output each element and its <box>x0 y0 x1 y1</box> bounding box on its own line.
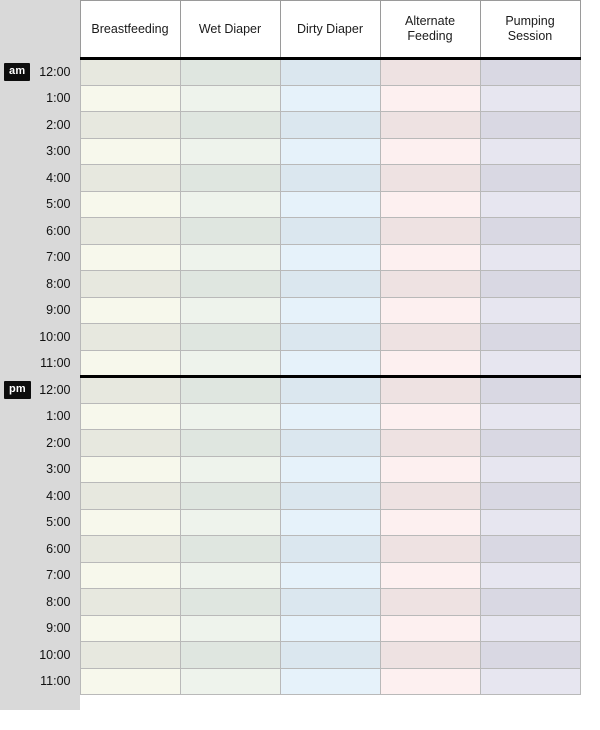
time-label: 5:00 <box>46 197 71 212</box>
entry-cell[interactable] <box>280 430 380 457</box>
entry-cell[interactable] <box>180 403 280 430</box>
column-header-alternate-feeding: Alternate Feeding <box>380 1 480 59</box>
entry-cell[interactable] <box>280 456 380 483</box>
entry-cell[interactable] <box>380 350 480 377</box>
entry-cell[interactable] <box>480 668 580 695</box>
entry-cell[interactable] <box>180 642 280 669</box>
time-label-cell <box>0 271 80 298</box>
entry-cell[interactable] <box>380 138 480 165</box>
time-label: 2:00 <box>46 117 71 132</box>
entry-cell[interactable] <box>380 589 480 616</box>
entry-cell[interactable] <box>380 509 480 536</box>
table-row <box>0 324 580 351</box>
time-label: 12:00 <box>39 64 71 79</box>
table-row <box>0 615 580 642</box>
entry-cell[interactable] <box>180 191 280 218</box>
time-label: 10:00 <box>39 647 71 662</box>
time-label-cell <box>0 112 80 139</box>
table-row <box>0 403 580 430</box>
time-column-header <box>0 1 80 59</box>
column-header-wet-diaper: Wet Diaper <box>180 1 280 59</box>
entry-cell[interactable] <box>80 85 180 112</box>
entry-cell[interactable] <box>480 456 580 483</box>
entry-cell[interactable] <box>180 589 280 616</box>
table-row <box>0 589 580 616</box>
table-row <box>0 191 580 218</box>
time-label: 9:00 <box>46 621 71 636</box>
entry-cell[interactable] <box>380 456 480 483</box>
entry-cell[interactable] <box>280 138 380 165</box>
entry-cell[interactable] <box>480 297 580 324</box>
time-label: 4:00 <box>46 170 71 185</box>
entry-cell[interactable] <box>80 403 180 430</box>
time-label: 8:00 <box>46 276 71 291</box>
entry-cell[interactable] <box>80 377 180 404</box>
time-label-cell <box>0 615 80 642</box>
entry-cell[interactable] <box>480 85 580 112</box>
time-label-cell <box>0 536 80 563</box>
entry-cell[interactable] <box>180 85 280 112</box>
entry-cell[interactable] <box>180 218 280 245</box>
entry-cell[interactable] <box>280 297 380 324</box>
entry-cell[interactable] <box>180 165 280 192</box>
entry-cell[interactable] <box>180 59 280 86</box>
entry-cell[interactable] <box>80 430 180 457</box>
entry-cell[interactable] <box>480 271 580 298</box>
entry-cell[interactable] <box>480 642 580 669</box>
entry-cell[interactable] <box>380 562 480 589</box>
entry-cell[interactable] <box>80 165 180 192</box>
entry-cell[interactable] <box>180 324 280 351</box>
time-label: 3:00 <box>46 144 71 159</box>
table-row <box>0 244 580 271</box>
entry-cell[interactable] <box>280 271 380 298</box>
time-label: 1:00 <box>46 409 71 424</box>
entry-cell[interactable] <box>180 668 280 695</box>
entry-cell[interactable] <box>280 324 380 351</box>
entry-cell[interactable] <box>480 430 580 457</box>
entry-cell[interactable] <box>380 297 480 324</box>
entry-cell[interactable] <box>180 138 280 165</box>
entry-cell[interactable] <box>180 483 280 510</box>
entry-cell[interactable] <box>380 536 480 563</box>
entry-cell[interactable] <box>180 377 280 404</box>
time-label: 10:00 <box>39 329 71 344</box>
entry-cell[interactable] <box>280 642 380 669</box>
time-label-cell <box>0 668 80 695</box>
entry-cell[interactable] <box>180 615 280 642</box>
entry-cell[interactable] <box>180 509 280 536</box>
table-row <box>0 85 580 112</box>
entry-cell[interactable] <box>480 509 580 536</box>
time-label-cell <box>0 483 80 510</box>
entry-cell[interactable] <box>280 218 380 245</box>
entry-cell[interactable] <box>280 350 380 377</box>
entry-cell[interactable] <box>380 59 480 86</box>
entry-cell[interactable] <box>180 430 280 457</box>
entry-cell[interactable] <box>380 483 480 510</box>
column-header-breastfeeding: Breastfeeding <box>80 1 180 59</box>
entry-cell[interactable] <box>280 112 380 139</box>
time-label-cell <box>0 509 80 536</box>
entry-cell[interactable] <box>280 403 380 430</box>
entry-cell[interactable] <box>380 642 480 669</box>
time-label-cell <box>0 297 80 324</box>
entry-cell[interactable] <box>280 165 380 192</box>
entry-cell[interactable] <box>80 191 180 218</box>
entry-cell[interactable] <box>80 483 180 510</box>
entry-cell[interactable] <box>480 536 580 563</box>
entry-cell[interactable] <box>180 456 280 483</box>
entry-cell[interactable] <box>180 244 280 271</box>
time-label-cell <box>0 642 80 669</box>
table-row <box>0 483 580 510</box>
time-label-cell <box>0 589 80 616</box>
table-row <box>0 536 580 563</box>
time-label: 12:00 <box>39 382 71 397</box>
entry-cell[interactable] <box>280 536 380 563</box>
table-row <box>0 297 580 324</box>
entry-cell[interactable] <box>280 85 380 112</box>
entry-cell[interactable] <box>380 377 480 404</box>
entry-cell[interactable] <box>280 377 380 404</box>
entry-cell[interactable] <box>280 668 380 695</box>
entry-cell[interactable] <box>80 562 180 589</box>
table-row <box>0 562 580 589</box>
entry-cell[interactable] <box>480 403 580 430</box>
entry-cell[interactable] <box>480 324 580 351</box>
entry-cell[interactable] <box>480 350 580 377</box>
entry-cell[interactable] <box>480 244 580 271</box>
entry-cell[interactable] <box>380 430 480 457</box>
entry-cell[interactable] <box>380 615 480 642</box>
entry-cell[interactable] <box>80 218 180 245</box>
time-label-cell <box>0 218 80 245</box>
table-row <box>0 430 580 457</box>
entry-cell[interactable] <box>180 271 280 298</box>
time-label-cell <box>0 456 80 483</box>
table-row <box>0 59 580 86</box>
time-label-cell <box>0 191 80 218</box>
entry-cell[interactable] <box>80 642 180 669</box>
time-label: 5:00 <box>46 515 71 530</box>
entry-cell[interactable] <box>380 403 480 430</box>
time-label: 8:00 <box>46 594 71 609</box>
entry-cell[interactable] <box>380 324 480 351</box>
entry-cell[interactable] <box>480 138 580 165</box>
entry-cell[interactable] <box>80 509 180 536</box>
entry-cell[interactable] <box>380 218 480 245</box>
time-label-cell <box>0 377 80 404</box>
time-label-cell <box>0 165 80 192</box>
entry-cell[interactable] <box>480 165 580 192</box>
entry-cell[interactable] <box>280 244 380 271</box>
table-row <box>0 112 580 139</box>
entry-cell[interactable] <box>80 589 180 616</box>
entry-cell[interactable] <box>480 377 580 404</box>
entry-cell[interactable] <box>480 562 580 589</box>
entry-cell[interactable] <box>280 59 380 86</box>
entry-cell[interactable] <box>80 112 180 139</box>
entry-cell[interactable] <box>380 191 480 218</box>
entry-cell[interactable] <box>280 562 380 589</box>
time-label: 3:00 <box>46 462 71 477</box>
entry-cell[interactable] <box>80 456 180 483</box>
time-label-cell <box>0 430 80 457</box>
time-label: 11:00 <box>40 674 71 689</box>
time-label: 1:00 <box>46 91 71 106</box>
entry-cell[interactable] <box>480 589 580 616</box>
time-label: 2:00 <box>46 435 71 450</box>
entry-cell[interactable] <box>180 297 280 324</box>
entry-cell[interactable] <box>380 85 480 112</box>
time-label: 9:00 <box>46 303 71 318</box>
entry-cell[interactable] <box>80 536 180 563</box>
column-header-dirty-diaper: Dirty Diaper <box>280 1 380 59</box>
table-row <box>0 509 580 536</box>
entry-cell[interactable] <box>380 271 480 298</box>
ampm-badge: pm <box>4 381 31 399</box>
entry-cell[interactable] <box>280 483 380 510</box>
time-label-cell <box>0 59 80 86</box>
entry-cell[interactable] <box>380 112 480 139</box>
entry-cell[interactable] <box>180 350 280 377</box>
entry-cell[interactable] <box>480 191 580 218</box>
table-row <box>0 271 580 298</box>
column-header-pumping-session: Pumping Session <box>480 1 580 59</box>
entry-cell[interactable] <box>480 112 580 139</box>
ampm-badge: am <box>4 63 30 81</box>
entry-cell[interactable] <box>80 668 180 695</box>
entry-cell[interactable] <box>80 59 180 86</box>
time-label-cell <box>0 85 80 112</box>
table-row <box>0 138 580 165</box>
time-label-cell <box>0 138 80 165</box>
table-row <box>0 165 580 192</box>
entry-cell[interactable] <box>280 615 380 642</box>
time-label-cell <box>0 324 80 351</box>
header-row <box>0 1 580 59</box>
table-header <box>0 1 580 59</box>
entry-cell[interactable] <box>380 668 480 695</box>
entry-cell[interactable] <box>180 112 280 139</box>
entry-cell[interactable] <box>280 191 380 218</box>
table-body <box>0 59 580 695</box>
table-row <box>0 642 580 669</box>
entry-cell[interactable] <box>80 615 180 642</box>
entry-cell[interactable] <box>280 509 380 536</box>
entry-cell[interactable] <box>80 244 180 271</box>
entry-cell[interactable] <box>480 615 580 642</box>
entry-cell[interactable] <box>480 483 580 510</box>
time-label: 7:00 <box>46 250 71 265</box>
entry-cell[interactable] <box>80 297 180 324</box>
entry-cell[interactable] <box>380 165 480 192</box>
entry-cell[interactable] <box>80 350 180 377</box>
time-label-cell <box>0 244 80 271</box>
table-row <box>0 218 580 245</box>
entry-cell[interactable] <box>280 589 380 616</box>
time-label: 6:00 <box>46 223 71 238</box>
entry-cell[interactable] <box>380 244 480 271</box>
table-row <box>0 668 580 695</box>
time-label: 11:00 <box>40 356 71 371</box>
time-label-cell <box>0 350 80 377</box>
time-label-cell <box>0 562 80 589</box>
entry-cell[interactable] <box>80 324 180 351</box>
entry-cell[interactable] <box>480 59 580 86</box>
entry-cell[interactable] <box>80 271 180 298</box>
table-row <box>0 377 580 404</box>
table-row <box>0 350 580 377</box>
entry-cell[interactable] <box>480 218 580 245</box>
table-row <box>0 456 580 483</box>
time-label-cell <box>0 403 80 430</box>
time-label: 4:00 <box>46 488 71 503</box>
time-label: 6:00 <box>46 541 71 556</box>
entry-cell[interactable] <box>80 138 180 165</box>
time-label: 7:00 <box>46 568 71 583</box>
entry-cell[interactable] <box>180 536 280 563</box>
entry-cell[interactable] <box>180 562 280 589</box>
